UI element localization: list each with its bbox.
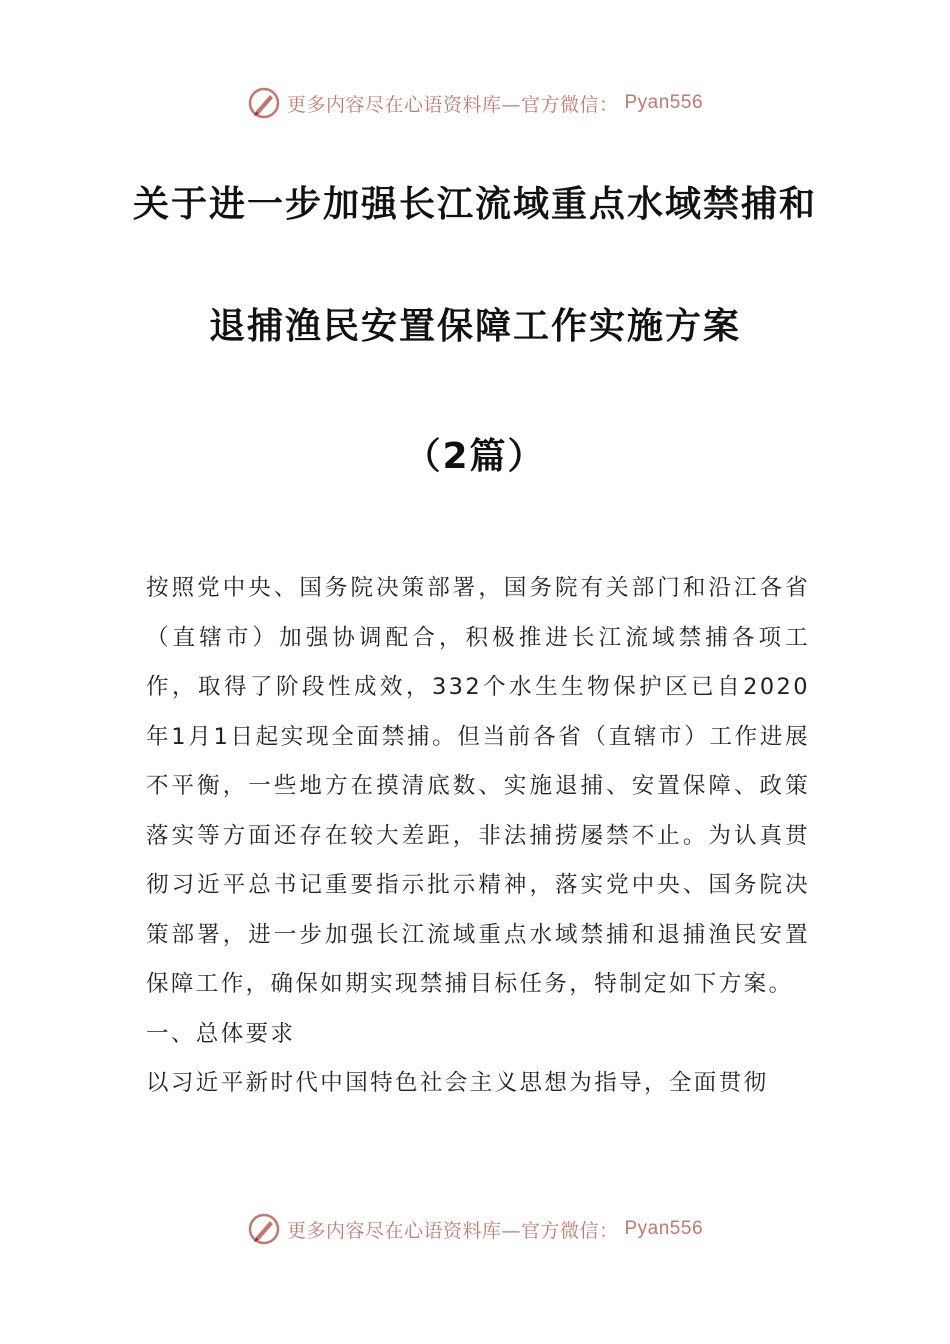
document-body [146,564,810,1109]
document-title-line-1: 关于进一步加强长江流域重点水域禁捕和 [132,184,817,225]
watermark-text: 更多内容尽在心语资料库—官方微信： [286,93,619,116]
document-title-line-2: 退捕渔民安置保障工作实施方案 [208,306,741,347]
watermark-footer [0,1212,950,1246]
watermark-wechat-id: Pyan556 [624,1218,704,1239]
pen-logo-icon [247,1212,281,1246]
section-heading: 一、总体要求 [146,1020,296,1047]
intro-paragraph: 按照党中央、国务院决策部署，国务院有关部门和沿江各省（直辖市）加强协调配合，积极推进长江流域禁捕各项工作，取得了阶段性成效，332个水生生物保护区已自2020年1月1日起实现全面禁捕。但当前各省（直辖市）工作进展不平衡，一些地方在摸清底数、实施退捕、安置保障、政策落实等方面还存在较大差距，非法捕捞屡禁不止。为认真贯彻习近平总书记重要指示批示精神，落实党中央、国务院决策部署，进一步加强长江流域重点水域禁捕和退捕渔民安置保障工作，确保如期实现禁捕目标任务，特制定如下方案。 [146,575,810,997]
pen-logo-icon [247,86,281,120]
section-paragraph: 以习近平新时代中国特色社会主义思想为指导，全面贯彻 [146,1070,769,1096]
document-title-line-3: （2篇） [404,436,546,477]
watermark-header [0,86,950,120]
watermark-text: 更多内容尽在心语资料库—官方微信： [286,1219,619,1242]
watermark-wechat-id: Pyan556 [624,92,704,113]
